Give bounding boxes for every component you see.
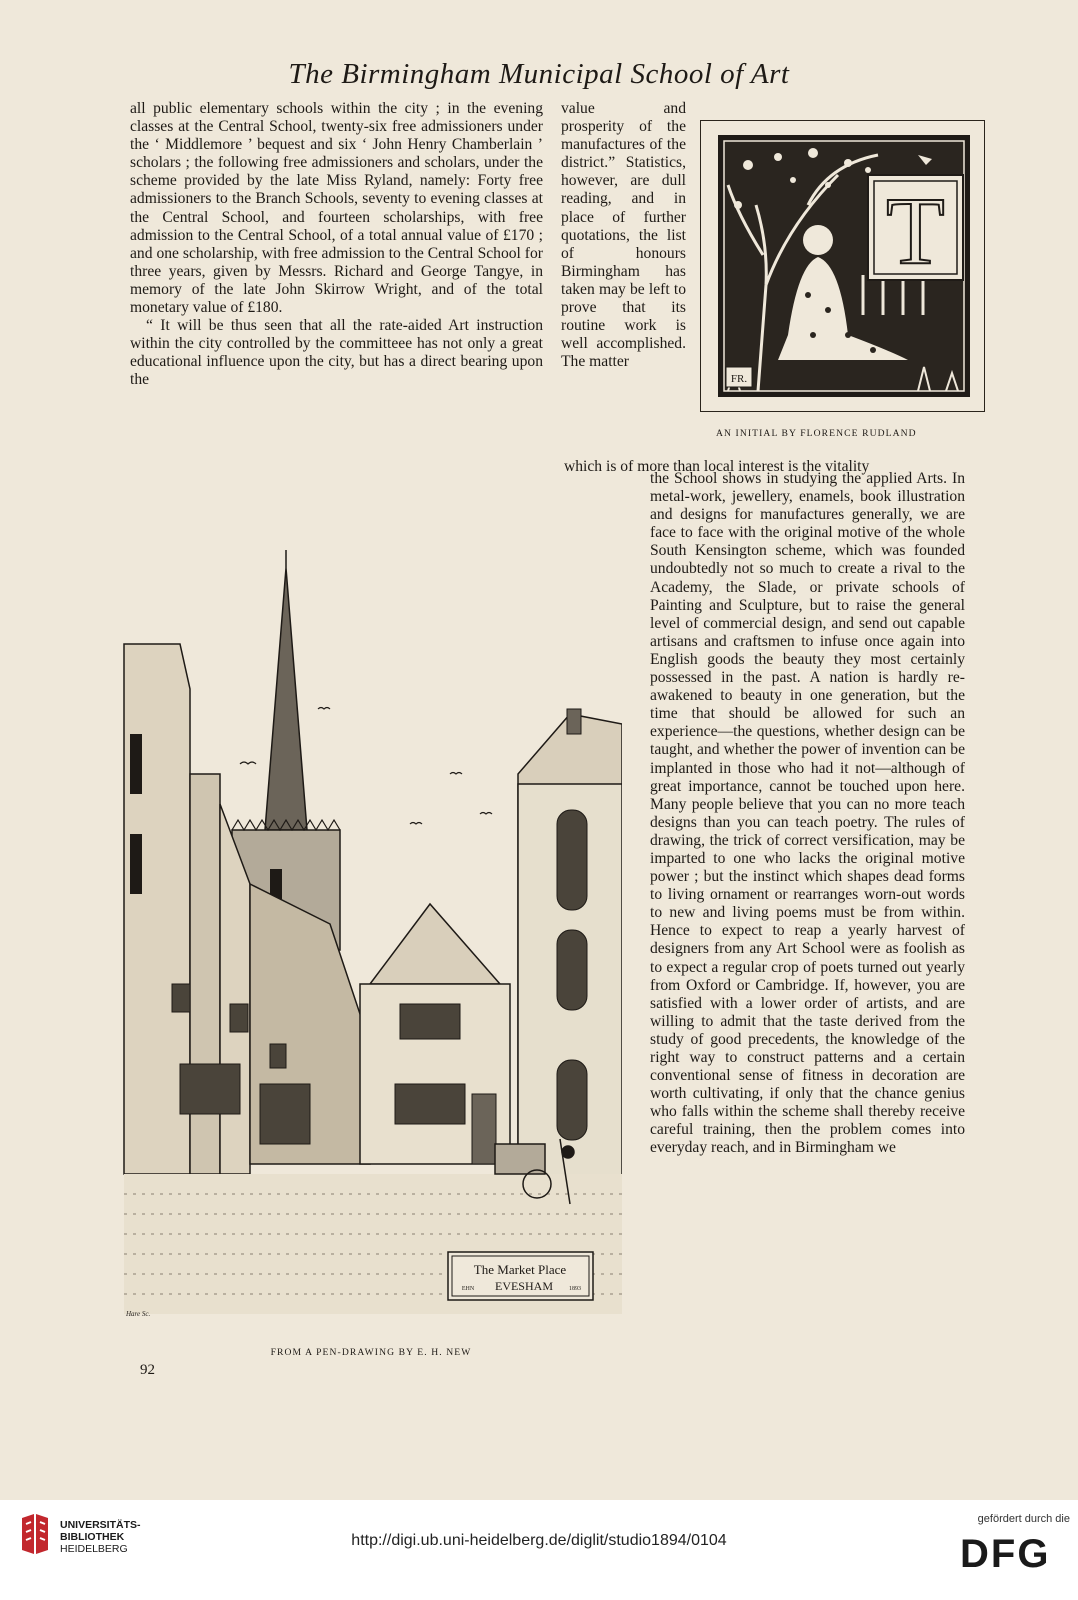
left-column [130,100,543,390]
page-number: 92 [140,1362,155,1378]
drawing-caption: FROM A PEN-DRAWING BY E. H. NEW [270,1347,472,1358]
initial-caption: AN INITIAL BY FLORENCE RUDLAND [716,428,917,439]
sign-line-2: EVESHAM [494,1279,554,1293]
middle-paragraph: value and prosperity of the manufactures of the district.” Statistics, however, are dull reading, and in place of further quotations, the list of honours Birmingham has taken may be left to prove that its routine work is well accomplished. The matter [561,100,686,371]
lower-right-column [650,470,965,1158]
right-building [518,709,622,1184]
funder-label: gefördert durch die [977,1513,1070,1525]
initial-illustration [718,135,970,397]
source-url-link[interactable]: http://digi.ub.uni-heidelberg.de/diglit/studio1894/0104 [351,1532,727,1549]
library-line-1: UNIVERSITÄTS- [60,1519,141,1531]
left-paragraph-1: all public elementary schools within the city ; in the evening classes at the Central School, twenty-six free admissioners under the ‘ Middlemore ’ bequest and six ‘ John Henry Chamberlain ’ scholars ; the following free admissioners and scholars, under the scheme provided by the late Miss Ryland, namely: Forty free admissioners to the Branch Schools, seventy to evening classes at the Central School, and fourteen scholarships, with free admission to the Central School, of a total annual value of £170 ; and one scholarship, with free admission to the Central School for three years, given by Messrs. Richard and George Tangye, in memory of the late John Skirrow Wright, and of the total monetary value of £180. [130,100,543,317]
sign-year: 1893 [569,1286,581,1292]
library-line-2: BIBLIOTHEK [60,1531,125,1543]
middle-column [561,100,686,371]
lower-right-paragraph: the School shows in studying the applied Arts. In metal-work, jewellery, enamels, book illustration and designs for manufactures generally, we are face to face with the original motive of the whole South Kensington scheme, which was founded undoubtedly not so much to create a rival to the Academy, the Slade, or private schools of Painting and Sculpture, but to raise the general level of commercial design, and send out capable artisans and craftsmen to infuse once again into English goods the beauty they most certainly possessed in the past. A nation is hardly re-awakened to beauty in one generation, but the time that should be allowed for such an experience—the questions, whether design can be taught, and whether the power of invention can be implanted in those who had it not—although of great importance, cannot be touched upon here. Many people believe that you can no more teach designs than you can teach poetry. The rules of drawing, the trick of correct versification, may be imparted to one who lacks the original motive power ; but the instinct which shapes dead forms to living ornament or rearranges worn-out words to new and living poems must be from within. Hence to expect to reap a yearly harvest of designers from any Art School were as foolish as to expect a regular crop of poets turned out yearly from Oxford or Cambridge. If, however, you are satisfied with a lower order of artists, and are willing to admit that the taste derived from the study of good precedents, the knowledge of the right way to construct patterns and a certain conventional sense of fitness in decoration are worth cultivating, if only that the chance genius who falls within the scheme shall thereby receive careful training, then the problem comes into everyday reach, and in Birmingham we [650,470,965,1157]
sign-initials: EHN [461,1286,475,1292]
drawing-title-sign [448,1252,593,1300]
digitization-footer [0,1500,1078,1600]
running-head: The Birmingham Municipal School of Art [288,58,790,90]
pen-drawing-market-place [120,484,622,1324]
dfg-logo: DFG [960,1532,1051,1576]
initial-letter: T [886,177,945,284]
initial-monogram: FR. [730,373,748,385]
left-paragraph-2: “ It will be thus seen that all the rate-aided Art instruction within the city controlled by the committeee has not only a great educational influence upon the city, but has a direct bearing upon the [130,317,543,389]
continuation-line: which is of more than local interest is the vitality [564,458,870,475]
library-line-3: HEIDELBERG [60,1543,128,1555]
sign-line-1: The Market Place [473,1262,567,1277]
engraver-signature: Hare Sc. [126,1310,151,1318]
